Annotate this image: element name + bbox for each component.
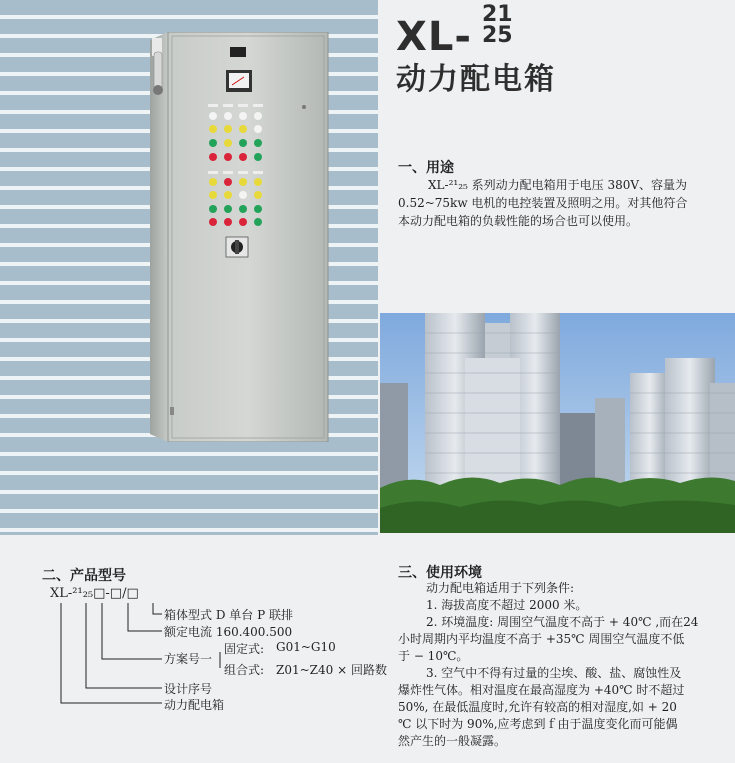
section-1-body (398, 176, 733, 230)
model-sup-top: 21 (482, 2, 513, 27)
section-1-line: XL-²¹₂₅ 系列动力配电箱用于电压 380V、容量为 (428, 178, 688, 192)
city-photo (380, 313, 735, 533)
section-3-line: 爆炸性气体。相对温度在最高湿度为 +40℃ 时不超过 (398, 683, 685, 697)
label-rated-current: 额定电流 160.400.500 (164, 625, 293, 639)
section-2-heading: 二、产品型号 (42, 568, 126, 584)
section-1-heading: 一、用途 (398, 160, 454, 176)
section-1-line: 本动力配电箱的负载性能的场合也可以使用。 (398, 214, 639, 228)
title-cn: 动力配电箱 (396, 62, 556, 97)
label-name: 动力配电箱 (164, 698, 225, 712)
section-1-line: 0.52~75kw 电机的电控装置及照明之用。对其他符合 (398, 196, 688, 210)
section-3-line: 然产生的一般凝露。 (398, 734, 507, 748)
label-combined: 组合式: (224, 663, 265, 677)
model-code-diagram (50, 582, 387, 722)
model-code: XL-²¹₂₅□-□/□ (50, 586, 139, 601)
section-3-line: ℃ 以下时为 90%,应考虑到ｆ由于温度变化而可能偶 (398, 717, 678, 731)
distribution-cabinet-image (150, 32, 330, 442)
label-box-type: 箱体型式 D 单台 P 联排 (164, 608, 293, 622)
label-scheme: 方案号一 (164, 652, 213, 666)
section-3-line: 1. 海拔高度不超过 2000 米。 (426, 598, 588, 612)
label-fixed: 固定式: (224, 642, 265, 656)
label-fixed-range: G01~G10 (276, 640, 336, 654)
section-3-line: 50%, 在最低温度时,允许有较高的相对湿度,如 + 20 (398, 700, 677, 714)
model-sup-bottom: 25 (482, 23, 513, 48)
section-3-line: 小时周期内平均温度不高于 +35℃ 周围空气温度不低 (398, 632, 685, 646)
section-3-line: 于 − 10℃。 (398, 649, 469, 663)
section-3-body (398, 580, 733, 750)
section-3-line: 动力配电箱适用于下列条件: (426, 581, 575, 595)
section-3-line: 2. 环境温度: 周围空气温度不高于 + 40℃ ,而在24 (426, 615, 699, 629)
section-3-line: 3. 空气中不得有过量的尘埃、酸、盐、腐蚀性及 (426, 666, 682, 680)
label-combined-range: Z01~Z40 × 回路数 (276, 663, 387, 677)
label-design-no: 设计序号 (164, 682, 213, 696)
model-prefix: XL- (396, 14, 472, 60)
section-3-heading: 三、使用环境 (398, 565, 482, 581)
